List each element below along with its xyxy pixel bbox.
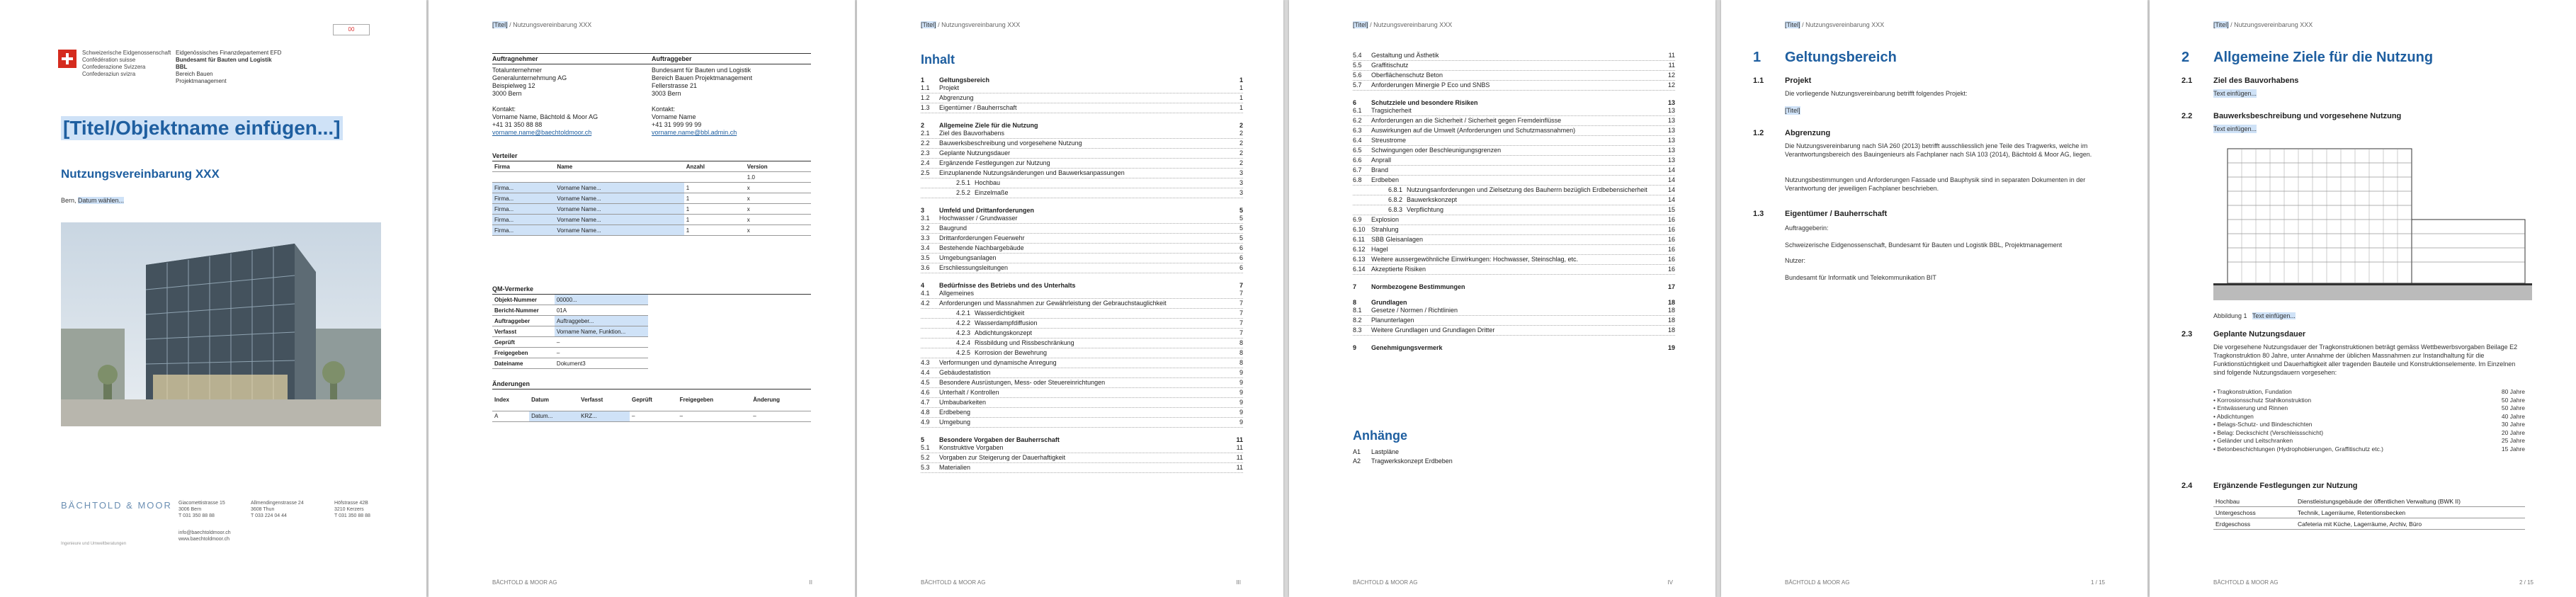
toc-entry[interactable]: 6.8 Erdbeben 14	[1353, 176, 1675, 186]
toc-chapter[interactable]: 2 Allgemeine Ziele für die Nutzung 2	[921, 122, 1243, 129]
table-row: Firma... Vorname Name... 1 x	[492, 183, 811, 193]
toc-entry[interactable]: 3.4 Bestehende Nachbargebäude 6	[921, 244, 1243, 254]
toc-entry[interactable]: 5.7 Anforderungen Minergie P Eco und SNBS 12	[1353, 81, 1675, 91]
toc-entry[interactable]: 1.3 Eigentümer / Bauherrschaft 1	[921, 103, 1243, 113]
toc-chapter[interactable]: 4 Bedürfnisse des Betriebs und des Unterhalts 7	[921, 282, 1243, 289]
department-text: Eidgenössisches Finanzdepartement EFD Bundesamt für Bauten und Logistik BBL Bereich Bauen Projektmanagement	[176, 50, 282, 84]
section-description: Bauwerksbeschreibung und vorgesehene Nutzung	[2213, 112, 2402, 120]
changes-heading: Änderungen	[492, 380, 811, 390]
toc-entry[interactable]: 6.8.2 Bauwerkskonzept 14	[1353, 195, 1675, 205]
company-logo: BÄCHTOLD & MOOR	[61, 500, 172, 511]
page-toc-2	[1289, 0, 1715, 597]
table-row: Auftraggeber Auftraggeber...	[492, 316, 648, 326]
caption-insert-field[interactable]: Text einfügen...	[2252, 312, 2296, 319]
page-goals: [Titel] / Nutzungsvereinbarung XXX 2 Allgemeine Ziele für die Nutzung 2.1 Ziel des Bauvorhabens Text einfügen... 2.2 Bauwerksbeschreibung und vorgesehene Nutzung Text einfügen... Abbildung 1 Text einfügen... 2.3 Geplante Nutzungsdauer Die vorgesehene Nutzungsdauer der Tragkonstruktionen beträgt gemäss Wettbewerbsvorgaben Beilage E2 Tragkonstruktion 80 Jahre, unter Annahme der üblichen Massnahmen zur Instandhaltung für die Funktionstüchtigkeit und Dauerhaftigkeit aller tragenden Bauteile und Konstruktionselemente. Im Einzelnen sind folgende Nutzungsdauern vorgesehen: • Tragkonstruktion, Fundation 80 Jahre • Korrosionsschutz Stahlkonstruktion 50 Jahre • Entwässerung und Rinnen 50 Jahre • Abdichtungen 40 Jahre • Belags-Schutz- und Bindeschichten 30 Jahre • Belag: Deckschicht (Verschleissschicht) 20 Jahre • Geländer und Leitschranken 25 Jahre • Betonbeschichtungen (Hydrophobierungen, Graffitischutz etc.) 15 Jahre 2.4 Ergänzende Festlegungen zur Nutzung Hochbau Dienstleistungsgebäude der öffentlichen Verwaltung (BWK II) Untergeschoss Technik, Lagerräume, Retentionsbecken Erdgeschoss Cafeteria mit Küche, Lagerräume, Archiv, Büro BÄCHTOLD & MOOR AG 2 / 15	[2150, 0, 2576, 597]
toc-entry[interactable]: 3.1 Hochwasser / Grundwasser 5	[921, 214, 1243, 224]
company-tagline: Ingenieure und Umweltberatungen	[61, 542, 127, 546]
change-date-field[interactable]: Datum...	[529, 411, 579, 421]
text-insert-field[interactable]: Text einfügen...	[2213, 125, 2257, 132]
toc-entry[interactable]: 2.1 Ziel des Bauvorhabens 2	[921, 129, 1243, 139]
text-insert-field[interactable]: Text einfügen...	[2213, 90, 2257, 97]
table-row: Hochbau Dienstleistungsgebäude der öffentlichen Verwaltung (BWK II)	[2213, 496, 2525, 507]
service-life-list	[2213, 388, 2525, 453]
address-bern: Giacomettistrasse 15 3006 Bern T 031 350 88 88	[178, 501, 225, 518]
page-scope: [Titel] / Nutzungsvereinbarung XXX 1 Geltungsbereich 1.1 Projekt Die vorliegende Nutzungsvereinbarung betrifft folgendes Projekt: [Titel] 1.2 Abgrenzung Die Nutzungsvereinbarung nach SIA 260 (2013) betrifft ausschliesslich jene Teile des Tragwerks, welche im Verantwortungsbereich des Bauingenieurs als Fachplaner nach SIA 103 (2014), Bächtold & Moor AG, liegen. Nutzungsbestimmungen und Anforderungen Fassade und Bauphysik sind in separaten Dokumenten in der Verantwortung der jeweiligen Fachplaner beschrieben. 1.3 Eigentümer / Bauherrschaft Auftraggeberin: Schweizerische Eidgenossenschaft, Bundesamt für Bauten und Logistik BBL, Projektmanagement Nutzer: Bundesamt für Informatik und Telekommunikation BIT BÄCHTOLD & MOOR AG 1 / 15	[1721, 0, 2147, 597]
page-header: [Titel] / Nutzungsvereinbarung XXX	[1785, 21, 1885, 28]
page-contract	[429, 0, 855, 597]
table-row: Erdgeschoss Cafeteria mit Küche, Lagerräume, Archiv, Büro	[2213, 518, 2525, 530]
toc-entry[interactable]: 4.2.4 Rissbildung und Rissbeschränkung 8	[921, 339, 1243, 348]
cover-subtitle: Nutzungsvereinbarung XXX	[61, 167, 220, 181]
title-field[interactable]: [Titel]	[1785, 107, 1800, 114]
building-photo	[61, 222, 381, 426]
address-kerzers: Höfstrasse 42B 3210 Kerzers T 031 350 88 88	[334, 501, 370, 518]
section-scope: Abgrenzung	[1785, 129, 1831, 137]
page-footer: BÄCHTOLD & MOOR AG 2 / 15	[2213, 579, 2534, 586]
table-row: Untergeschoss Technik, Lagerräume, Retentionsbecken	[2213, 507, 2525, 518]
appendix-entry[interactable]: A2 Tragwerkskonzept Erdbeben	[1353, 457, 1453, 465]
toc-entry[interactable]: 6.9 Explosion 16	[1353, 215, 1675, 225]
toc-entry[interactable]: 4.9 Umgebung 9	[921, 418, 1243, 428]
toc-chapter[interactable]: 1 Geltungsbereich 1	[921, 76, 1243, 84]
list-item: • Belags-Schutz- und Bindeschichten 30 Jahre	[2213, 421, 2525, 428]
appendix-title: Anhänge	[1353, 428, 1408, 443]
toc-entry[interactable]: 2.5.1 Hochbau 3	[921, 178, 1243, 188]
page-cover	[0, 0, 426, 597]
list-item: • Tragkonstruktion, Fundation 80 Jahre	[2213, 388, 2525, 395]
toc-entry[interactable]: 6.1 Tragsicherheit 13	[1353, 106, 1675, 116]
swiss-cross-icon	[58, 50, 76, 68]
toc-chapter[interactable]: 9 Genehmigungsvermerk 19	[1353, 344, 1675, 351]
chapter-number: 1	[1753, 50, 1761, 65]
toc-chapter[interactable]: 3 Umfeld und Drittanforderungen 5	[921, 207, 1243, 214]
toc-entry[interactable]: 4.2.5 Korrosion der Bewehrung 8	[921, 348, 1243, 358]
list-item: • Belag: Deckschicht (Verschleissschicht) 20 Jahre	[2213, 428, 2525, 436]
cover-date-line: Bern, Datum wählen...	[61, 197, 125, 204]
section-goal: Ziel des Bauvorhabens	[2213, 76, 2299, 85]
table-row: Geprüft –	[492, 337, 648, 348]
toc-entry[interactable]: 4.4 Gebäudestatistion 9	[921, 368, 1243, 378]
qm-table	[492, 295, 648, 369]
toc-entry[interactable]: 5.1 Konstruktive Vorgaben 11	[921, 443, 1243, 453]
toc-entry[interactable]: 5.6 Oberflächenschutz Beton 12	[1353, 71, 1675, 81]
table-row: Verfasst Vorname Name, Funktion...	[492, 326, 648, 337]
toc-entry[interactable]: 6.3 Auswirkungen auf die Umwelt (Anforderungen und Schutzmassnahmen) 13	[1353, 126, 1675, 136]
table-row: Firma... Vorname Name... 1 x	[492, 215, 811, 225]
table-row: Firma... Vorname Name... 1 x	[492, 204, 811, 215]
table-row: 1.0	[492, 172, 811, 183]
toc-entry[interactable]: 5.3 Materialien 11	[921, 463, 1243, 473]
page-header: [Titel] / Nutzungsvereinbarung XXX	[1353, 21, 1453, 28]
list-item: • Betonbeschichtungen (Hydrophobierungen, Graffitischutz etc.) 15 Jahre	[2213, 445, 2525, 453]
toc-entry[interactable]: 6.8.1 Nutzungsanforderungen und Zielsetzung des Bauherrn bezüglich Erdbebensicherheit 14	[1353, 186, 1675, 195]
toc-entry[interactable]: 4.2.3 Abdichtungskonzept 7	[921, 329, 1243, 339]
toc-title: Inhalt	[921, 52, 955, 67]
appendix-entry[interactable]: A1 Lastpläne	[1353, 448, 1400, 455]
toc-entry[interactable]: 4.6 Unterhalt / Kontrollen 9	[921, 388, 1243, 398]
toc-entry[interactable]: 4.2.2 Wasserdampfdiffusion 7	[921, 319, 1243, 329]
toc-entry[interactable]: 4.8 Erdbebeng 9	[921, 408, 1243, 418]
toc-entry[interactable]: 4.2.1 Wasserdichtigkeit 7	[921, 309, 1243, 319]
list-item: • Geländer und Leitschranken 25 Jahre	[2213, 437, 2525, 444]
change-author-field[interactable]: KRZ...	[579, 411, 630, 421]
use-table	[2213, 496, 2525, 530]
toc-chapter[interactable]: 6 Schutzziele und besondere Risiken 13	[1353, 99, 1675, 106]
toc-entry[interactable]: 2.5 Einzuplanende Nutzungsänderungen und Bauwerksanpassungen 3	[921, 169, 1243, 178]
toc-entry[interactable]: 6.11 SBB Gleisanlagen 16	[1353, 235, 1675, 245]
contractor-email-link[interactable]: vorname.name@baechtoldmoor.ch	[492, 129, 592, 136]
cover-title[interactable]: [Titel/Objektname einfügen...]	[61, 116, 343, 140]
page-header: [Titel] / Nutzungsvereinbarung XXX	[492, 21, 592, 28]
toc-entry[interactable]: 4.7 Umbaubarkeiten 9	[921, 398, 1243, 408]
toc-entry[interactable]: 4.3 Verformungen und dynamische Anregung 8	[921, 358, 1243, 368]
contact-web: info@baechtoldmoor.ch www.baechtoldmoor.ch	[178, 530, 231, 542]
toc-entry[interactable]: 6.5 Schwingungen oder Beschleunigungsgrenzen 13	[1353, 146, 1675, 156]
toc-entry[interactable]: 5.4 Gestaltung und Ästhetik 11	[1353, 51, 1675, 61]
toc-entry[interactable]: 4.5 Besondere Ausrüstungen, Mess- oder Steuereinrichtungen 9	[921, 378, 1243, 388]
toc-entry[interactable]: 3.6 Erschliessungsleitungen 6	[921, 263, 1243, 273]
toc-entry[interactable]: 5.2 Vorgaben zur Steigerung der Dauerhaftigkeit 11	[921, 453, 1243, 463]
page-header: [Titel] / Nutzungsvereinbarung XXX	[2213, 21, 2313, 28]
toc-entry[interactable]: 6.13 Weitere aussergewöhnliche Einwirkungen: Hochwasser, Steinschlag, etc. 16	[1353, 255, 1675, 265]
toc-entry[interactable]: 8.2 Planunterlagen 18	[1353, 316, 1675, 326]
toc-chapter[interactable]: 7 Normbezogene Bestimmungen 17	[1353, 283, 1675, 290]
toc-entry[interactable]: 6.8.3 Verpflichtung 15	[1353, 205, 1675, 215]
toc-entry[interactable]: 5.5 Graffitischutz 11	[1353, 61, 1675, 71]
toc-chapter[interactable]: 5 Besondere Vorgaben der Bauherrschaft 11	[921, 436, 1243, 443]
toc-entry[interactable]: 6.6 Anprall 13	[1353, 156, 1675, 166]
toc-entry[interactable]: 6.2 Anforderungen an die Sicherheit / Sicherheit gegen Fremdeinflüsse 13	[1353, 116, 1675, 126]
table-row: Bericht-Nummer 01A	[492, 305, 648, 316]
toc-entry[interactable]: 3.3 Drittanforderungen Feuerwehr 5	[921, 234, 1243, 244]
building-section-drawing	[2213, 142, 2532, 305]
distribution-table: Firma Name Anzahl Version 1.0 Firma... Vorname Name... 1 x Firma... Vorname Name... 1 x Firma... Vorname Name... 1 x Firma... Vorname Name... 1 x Firma... Vorname Name... 1 x	[492, 161, 811, 236]
page-footer: BÄCHTOLD & MOOR AG II	[492, 579, 812, 586]
client-email-link[interactable]: vorname.name@bbl.admin.ch	[652, 129, 737, 136]
chapter-title: Allgemeine Ziele für die Nutzung	[2213, 50, 2434, 65]
page-toc-1	[857, 0, 1283, 597]
appendix-list	[1353, 448, 1675, 466]
toc-chapter[interactable]: 8 Grundlagen 18	[1353, 299, 1675, 306]
toc-entry[interactable]: 6.14 Akzeptierte Risiken 16	[1353, 265, 1675, 275]
section-owner: Eigentümer / Bauherrschaft	[1785, 210, 1888, 218]
toc-entry[interactable]: 6.7 Brand 14	[1353, 166, 1675, 176]
toc-entry[interactable]: 6.12 Hagel 16	[1353, 245, 1675, 255]
table-of-contents-continued	[1353, 51, 1675, 351]
toc-entry[interactable]: 3.5 Umgebungsanlagen 6	[921, 254, 1243, 263]
table-of-contents	[921, 68, 1243, 473]
toc-entry[interactable]: 4.1 Allgemeines 7	[921, 289, 1243, 299]
toc-entry[interactable]: 3.2 Baugrund 5	[921, 224, 1243, 234]
page-footer: BÄCHTOLD & MOOR AG IV	[1353, 579, 1673, 586]
page-header: [Titel] / Nutzungsvereinbarung XXX	[921, 21, 1021, 28]
toc-entry[interactable]: 8.3 Weitere Grundlagen und Grundlagen Dritter 18	[1353, 326, 1675, 336]
list-item: • Entwässerung und Rinnen 50 Jahre	[2213, 404, 2525, 411]
toc-entry[interactable]: 2.5.2 Einzelmaße 3	[921, 188, 1243, 198]
toc-entry[interactable]: 2.4 Ergänzende Festlegungen zur Nutzung 2	[921, 159, 1243, 169]
toc-entry[interactable]: 1.1 Projekt 1	[921, 84, 1243, 93]
confederation-text: Schweizerische Eidgenossenschaft Confédération suisse Confederazione Svizzera Confederaziun svizra	[82, 50, 171, 77]
toc-entry[interactable]: 1.2 Abgrenzung 1	[921, 93, 1243, 103]
address-thun: Allmendingenstrasse 24 3608 Thun T 033 224 04 44	[251, 501, 304, 518]
distribution-heading: Verteiler	[492, 152, 811, 161]
qm-heading: QM-Vermerke	[492, 285, 811, 295]
table-row: Firma... Vorname Name... 1 x	[492, 225, 811, 236]
toc-entry[interactable]: 6.10 Strahlung 16	[1353, 225, 1675, 235]
page-footer: BÄCHTOLD & MOOR AG III	[921, 579, 1241, 586]
page-footer: BÄCHTOLD & MOOR AG 1 / 15	[1785, 579, 2105, 586]
table-row: Objekt-Nummer 00000...	[492, 295, 648, 305]
chapter-title: Geltungsbereich	[1785, 50, 1897, 65]
toc-entry[interactable]: 4.2 Anforderungen und Massnahmen zur Gewährleistung der Gebrauchstauglichkeit 7	[921, 299, 1243, 309]
list-item: • Korrosionsschutz Stahlkonstruktion 50 Jahre	[2213, 396, 2525, 404]
section-additional-use: Ergänzende Festlegungen zur Nutzung	[2213, 482, 2358, 490]
table-row: Freigegeben –	[492, 348, 648, 358]
date-picker-field[interactable]: Datum wählen...	[78, 197, 125, 204]
doc-code-box[interactable]: 00	[333, 24, 370, 35]
table-row: Firma... Vorname Name... 1 x	[492, 193, 811, 204]
toc-entry[interactable]: 2.3 Geplante Nutzungsdauer 2	[921, 149, 1243, 159]
contract-parties: Auftragnehmer Auftraggeber Totalunternehmer Generalunternehmung AG Beispielweg 12 3000 Bern Kontakt: Vorname Name, Bächtold & Moor AG +41 31 350 88 88 vorname.name@baechtoldmoor.ch Bundesamt für Bauten und Logistik Bereich Bauen Projektmanagement Fellerstrasse 21 3003 Bern Kontakt: Vorname Name +41 31 999 99 99 vorname.name@bbl.admin.ch Verteiler Firma Name Anzahl Version 1.0 Firma... Vorname Name... 1 x Firma... Vorname Name... 1 x Firma... Vorname Name... 1 x Firma... Vorname Name... 1 x Firma... Vorname Name... 1 x QM-Vermerke Objekt-Nummer 00000... Bericht-Nummer 01A Auftraggeber Auftraggeber... Verfasst Vorname Name, Funktion... Geprüft – Freigegeben – Dateiname Dokument3 Änderungen Index Datum Verfasst Geprüft Freigegeben Änderung A Datum... KRZ... – – –	[492, 53, 811, 422]
list-item: • Abdichtungen 40 Jahre	[2213, 412, 2525, 420]
figure-caption: Abbildung 1 Text einfügen...	[2213, 312, 2296, 319]
toc-entry[interactable]: 8.1 Gesetze / Normen / Richtlinien 18	[1353, 306, 1675, 316]
table-row: Dateiname Dokument3	[492, 358, 648, 369]
changes-table: Index Datum Verfasst Geprüft Freigegeben Änderung A Datum... KRZ... – – –	[492, 390, 811, 422]
section-project: Projekt	[1785, 76, 1812, 85]
section-service-life: Geplante Nutzungsdauer	[2213, 330, 2306, 339]
toc-entry[interactable]: 2.2 Bauwerksbeschreibung und vorgesehene Nutzung 2	[921, 139, 1243, 149]
toc-entry[interactable]: 6.4 Streustrome 13	[1353, 136, 1675, 146]
